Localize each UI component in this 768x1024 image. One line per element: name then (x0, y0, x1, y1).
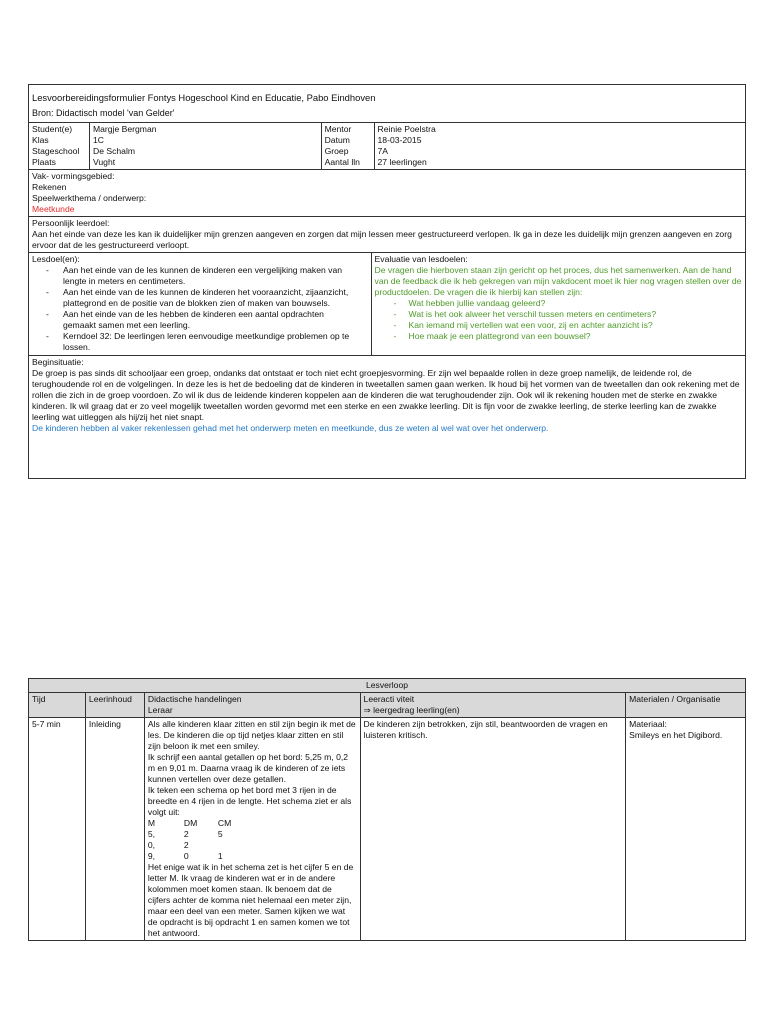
student-value: Margje Bergman (92, 124, 157, 134)
list-item: - Aan het einde van de les hebben de kinderen een aantal opdrachten gemaakt samen met een leerling. (32, 309, 354, 331)
col-tijd: Tijd (29, 693, 86, 718)
datum-value: 18-03-2015 (377, 135, 422, 145)
list-item: - Hoe maak je een plattegrond van een bouwsel? (375, 331, 742, 342)
personal-goal-label: Persoonlijk leerdoel: (32, 218, 110, 228)
row-leeractiviteit: De kinderen zijn betrokken, zijn stil, beantwoorden de vragen en luisteren kritisch. (360, 718, 626, 941)
lesverloop-title: Lesverloop (29, 679, 746, 693)
mentor-value: Reinie Poelstra (377, 124, 436, 134)
info-labels-right (321, 123, 374, 170)
schema-row (148, 829, 357, 840)
schema-cell: M (147, 818, 156, 828)
plaats-label: Plaats (32, 157, 56, 167)
beginsituatie-label: Beginsituatie: (32, 357, 84, 367)
materiaal-value: Smileys en het Digibord. (629, 730, 723, 740)
didactisch-paragraph: Ik schrijf een aantal getallen op het bord: 5,25 m, 0,2 m en 9,01 m. Daarna vraag ik de kinderen of ze iets kunnen vertellen over deze getallen. (147, 752, 349, 784)
row-didactisch (144, 718, 360, 941)
col-leeractiviteit-label: Leeracti viteit (363, 694, 415, 704)
schema-row (148, 840, 357, 851)
didactisch-paragraph: Het enige wat ik in het schema zet is het cijfer 5 en de letter M. Ik vraag de kinderen wat er in de andere kolommen moet komen staan. Ik benoem dat de cijfers achter de komma niet helemaal een meter zijn, maar een deel van een meter. Samen kijken we wat de opdracht is bij opdracht 1 en samen komen we tot het antwoord. (147, 862, 354, 938)
evaluatie-label: Evaluatie van lesdoelen: (374, 254, 468, 264)
col-didactisch-sub: Leraar (147, 705, 173, 715)
groep-label: Groep (324, 146, 349, 156)
lesverloop-table (28, 678, 746, 941)
schema-cell: 0 (183, 851, 189, 861)
klas-label: Klas (32, 135, 49, 145)
lesverloop-header-row (29, 693, 746, 718)
list-item: - Kerndoel 32: De leerlingen leren eenvoudige meetkundige problemen op te lossen. (32, 331, 354, 353)
didactisch-paragraph: Ik teken een schema op het bord met 3 rijen in de breedte en 4 rijen in de lengte. Het schema ziet er als volgt uit: (147, 785, 352, 817)
personal-goal-text: Aan het einde van deze les kan ik duidelijker mijn grenzen aangeven en zorgen dat mijn lessen meer gestructureerd verlopen. Ik ga in deze les duidelijk mijn grenzen aangeven en zorg ervoor dat de les gestructureerd verloopt. (32, 229, 732, 250)
personal-goal-section (29, 217, 746, 253)
list-item: - Wat hebben jullie vandaag geleerd? (375, 298, 742, 309)
schema-cell: 2 (183, 829, 189, 839)
schema-cell: 2 (183, 840, 189, 850)
vak-value: Rekenen (32, 182, 67, 192)
schema-cell: 5 (217, 829, 223, 839)
col-didactisch (144, 693, 360, 718)
col-leeractiviteit (360, 693, 626, 718)
row-tijd: 5-7 min (29, 718, 86, 941)
stageschool-label: Stageschool (32, 146, 80, 156)
klas-value: 1C (92, 135, 104, 145)
thema-label: Speelwerkthema / onderwerp: (32, 193, 147, 203)
list-item: - Aan het einde van de les kunnen de kinderen een vergelijking maken van lengte in meters en centimeters. (32, 265, 354, 287)
col-leerinhoud: Leerinhoud (85, 693, 144, 718)
lesdoelen-section (29, 253, 372, 356)
col-didactisch-label: Didactische handelingen (147, 694, 242, 704)
col-materialen: Materialen / Organisatie (626, 693, 746, 718)
groep-value: 7A (377, 146, 389, 156)
row-leerinhoud: Inleiding (85, 718, 144, 941)
beginsituatie-text: De groep is pas sinds dit schooljaar een groep, ondanks dat ontstaat er toch niet echt groepjesvorming. Er zijn wel bepaalde rollen in deze groep namelijk, de leidende rol, de terughoudende rol en de volgelingen. In deze les is het de bedoeling dat de kinderen in tweetallen samen gaan werken. Ik houd bij het vormen van de tweetallen dan ook rekening met de rollen die zich in de groep voordoen. Zo wil ik dus de leidende kinderen koppelen aan de kinderen die wat terughoudender zijn. Ook wil ik rekening houden met de sterke en zwakke kinderen. Ik wil graag dat er zo veel mogelijk tweetallen worden gevormd met een sterke en een zwakke leerling. Dit is fijn voor de zwakke leerling, de sterke leerling kan de zwakke leerling wat uitleggen als hij/zij het niet snapt. (32, 368, 740, 422)
lesson-form (28, 84, 746, 479)
stageschool-value: De Schalm (92, 146, 136, 156)
student-label: Student(e) (32, 124, 73, 134)
subject-section (29, 170, 746, 217)
beginsituatie-section (29, 356, 746, 479)
mentor-label: Mentor (324, 124, 352, 134)
evaluatie-intro: De vragen die hierboven staan zijn gericht op het proces, dus het samenwerken. Aan de hand van de feedback die ik heb gekregen van mijn vakdocent moet ik hier nog vragen stellen over de productdoelen. De vragen die ik hierbij kan stellen zijn: (374, 265, 742, 297)
lesdoelen-list (32, 265, 368, 353)
beginsituatie-note: De kinderen hebben al vaker rekenlessen gehad met het onderwerp meten en meetkunde, dus ze weten al wel wat over het onderwerp. (32, 423, 549, 433)
info-labels-left (29, 123, 90, 170)
schema-cell: 1 (217, 851, 223, 861)
aantal-label: Aantal lln (324, 157, 360, 167)
lesdoelen-label: Lesdoel(en): (32, 254, 80, 264)
schema-row (148, 851, 357, 862)
materiaal-label: Materiaal: (629, 719, 667, 729)
plaats-value: Vught (92, 157, 116, 167)
table-row (29, 718, 746, 941)
schema-cell: 5, (147, 829, 156, 839)
info-values-right (374, 123, 745, 170)
list-item: - Aan het einde van de les kunnen de kinderen het vooraanzicht, zijaanzicht, plattegrond en de positie van de blokken zien of maken van bouwsels. (32, 287, 354, 309)
form-source: Bron: Didactisch model 'van Gelder' (32, 108, 175, 118)
aantal-value: 27 leerlingen (377, 157, 427, 167)
thema-value: Meetkunde (32, 204, 75, 214)
form-title: Lesvoorbereidingsformulier Fontys Hogeschool Kind en Educatie, Pabo Eindhoven (32, 92, 376, 103)
schema-cell: 0, (147, 840, 156, 850)
list-item: - Wat is het ook alweer het verschil tussen meters en centimeters? (375, 309, 742, 320)
list-item: - Kan iemand mij vertellen wat een voor, zij en achter aanzicht is? (375, 320, 742, 331)
vak-label: Vak- vormingsgebied: (32, 171, 115, 181)
schema-table (148, 818, 357, 862)
schema-cell: CM (217, 818, 232, 828)
datum-label: Datum (324, 135, 350, 145)
info-values-left (89, 123, 321, 170)
evaluatie-section (371, 253, 745, 356)
col-leeractiviteit-sub: ⇒ leergedrag leerling(en) (363, 705, 460, 715)
schema-cell: 9, (147, 851, 156, 861)
schema-cell: DM (183, 818, 198, 828)
form-header (29, 85, 746, 123)
schema-row (148, 818, 357, 829)
row-materialen (626, 718, 746, 941)
didactisch-paragraph: Als alle kinderen klaar zitten en stil zijn begin ik met de les. De kinderen die op tijd netjes klaar zitten en stil zijn beloon ik met een smiley. (147, 719, 356, 751)
evaluatie-questions (375, 298, 742, 342)
